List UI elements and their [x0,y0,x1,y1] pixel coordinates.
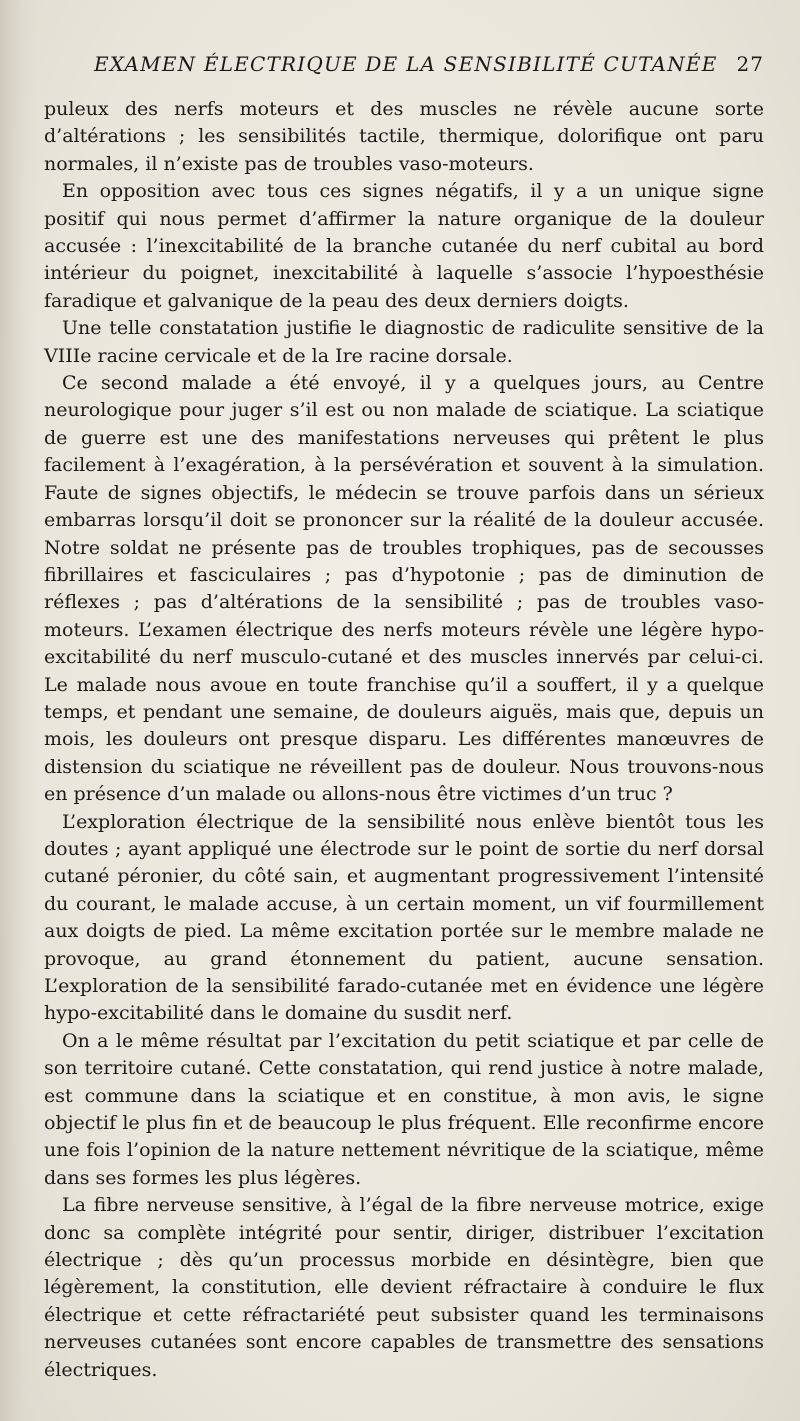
paragraph: La fibre nerveuse sensitive, à l’égal de la fibre nerveuse motrice, exige donc sa complète intégrité pour sentir, diriger, distribuer l’excitation électrique ; dès qu’un processus morbide en désintègre, bien que légèrement, la constitution, elle devient réfractaire à conduire le flux électrique et cette réfractariété peut subsister quand les terminaisons nerveuses cutanées sont encore capables de transmettre des sensations électriques. [44,1194,764,1381]
paragraph: L’exploration électrique de la sensibilité nous enlève bientôt tous les doutes ; ayant appliqué une électrode sur le point de sortie du nerf dorsal cutané péronier, du côté sain, et augmentant progressivement l’intensité du courant, le malade accuse, à un certain moment, un vif fourmillement aux doigts de pied. La même excitation portée sur le membre malade ne provoque, au grand étonnement du patient, aucune sensation. L’exploration de la sensibilité farado-cutanée met en évidence une légère hypo-excitabilité dans le domaine du susdit nerf. [44,810,764,1025]
paragraph: Une telle constatation justifie le diagnostic de radiculite sensitive de la VIIIe racine cervicale et de la Ire racine dorsale. [44,317,764,367]
paragraph-continued: puleux des nerfs moteurs et des muscles ne révèle aucune sorte d’altérations ; les sensibilités tactile, thermique, dolorifique ont paru normales, il n’existe pas de troubles vaso-moteurs. [44,98,764,175]
paragraph: En opposition avec tous ces signes négatifs, il y a un unique signe positif qui nous permet d’affirmer la nature organique de la douleur accusée : l’inexcitabilité de la branche cutanée du nerf cubital au bord intérieur du poignet, inexcitabilité à laquelle s’associe l’hypoesthésie faradique et galvanique de la peau des deux derniers doigts. [44,180,764,312]
page-gutter-shadow [0,0,40,1421]
page-number: 27 [736,52,764,76]
paragraph: Ce second malade a été envoyé, il y a quelques jours, au Centre neurologique pour juger s’il est ou non malade de sciatique. La sciatique de guerre est une des manifestations nerveuses qui prêtent le plus facilement à l’exagération, à la persévération et souvent à la simulation. Faute de signes objectifs, le médecin se trouve parfois dans un sérieux embarras lorsqu’il doit se prononcer sur la réalité de la douleur accusée. Notre soldat ne présente pas de troubles trophiques, pas de secousses fibrillaires et fasciculaires ; pas d’hypotonie ; pas de diminution de réflexes ; pas d’altérations de la sensibilité ; pas de troubles vaso-moteurs. L’examen électrique des nerfs moteurs révèle une légère hypo-excitabilité du nerf musculo-cutané et des muscles innervés par celui-ci. Le malade nous avoue en toute franchise qu’il a souffert, il y a quelque temps, et pendant une semaine, de douleurs aiguës, mais que, depuis un mois, les douleurs ont presque disparu. Les différentes manœuvres de distension du sciatique ne réveillent pas de douleur. Nous trouvons-nous en présence d’un malade ou allons-nous être victimes d’un truc ? [44,372,764,806]
running-title: EXAMEN ÉLECTRIQUE DE LA SENSIBILITÉ CUTANÉE [94,52,718,76]
body-text [44,96,764,1384]
running-header [94,52,764,76]
paragraph: On a le même résultat par l’excitation du petit sciatique et par celle de son territoire cutané. Cette constatation, qui rend justice à notre malade, est commune dans la sciatique et en constitue, à mon avis, le signe objectif le plus fin et de beaucoup le plus fréquent. Elle reconfirme encore une fois l’opinion de la nature nettement névritique de la sciatique, même dans ses formes les plus légères. [44,1029,764,1189]
